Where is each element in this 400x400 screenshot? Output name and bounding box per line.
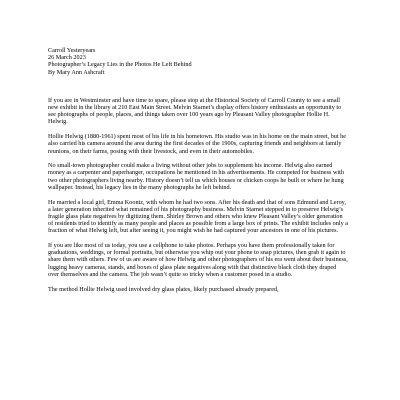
paragraph-cellphone-comparison: If you are like most of us today, you use a cellphone to take photos. Perhaps you have them professionally taken for graduations, weddings, or formal portraits, but otherwise you whip out your phone to snap pictures, then grab it again to share them with others. Few of us are aware of how Helwig and other photographers of his era went about their business, lugging heavy cameras, stands, and boxes of glass plate negatives along with that distinctive black cloth they draped over themselves and the camera. The job wasn’t quite so tricky when a customer posed in a studio. (48, 242, 348, 278)
article-title: Photographer’s Legacy Lies in the Photos He Left Behind (48, 61, 192, 69)
paragraph-family-legacy: He married a local girl, Emma Koontz, with whom he had two sons. After his death and that of sons Edmund and Leroy, a later generation inherited what remained of his photography business. Melvin Starnet stepped in to preserve Helwig’s fragile glass plate negatives by digitizing them. Shirley Brown and others who knew Pleasant Valley’s older generation of residents tried to identify as many people and places as possible from a large box of prints. The exhibit includes only a fraction of what Helwig left, but after seeing it, you might wish he had captured your ancestors in one of his pictures. (48, 198, 348, 235)
paragraph-spacer (48, 191, 348, 199)
header-spacer (48, 76, 348, 97)
article-byline: By Mary Ann Ashcraft (48, 68, 105, 76)
publication-name: Carroll Yesteryears (48, 47, 96, 54)
paragraph-spacer (48, 126, 348, 134)
paragraph-other-jobs: No small-town photographer could make a living without other jobs to supplement his income. Helwig also earned money as a carpenter and paperhanger, occupations he mentioned in his advertisements. He competed for business with two other photographers living nearby. History doesn’t tell us which houses or chicken coops he built or where he hung wallpaper. Instead, his legacy lies in the many photographs he left behind. (48, 162, 344, 191)
paragraph-helwig-bio: Hollie Helwig (1880-1961) spent most of his life in his hometown. His studio was in his home on the main street, but he also carried his camera around the area during the first decades of the 1900s, capturing friends and neighbors at family reunions, on their farms, posing with their livestock, and even in their automobiles. (48, 133, 346, 155)
paragraph-spacer (48, 278, 348, 286)
paragraph-glass-plate-method: The method Hollie Helwig used involved dry glass plates, likely purchased already prepared, (48, 285, 279, 293)
article-page (48, 47, 348, 293)
paragraph-spacer (48, 155, 348, 163)
paragraph-exhibit-intro: If you are in Westminster and have time to spare, please stop at the Historical Society of Carroll County to see a small new exhibit in the library at 210 East Main Street. Melvin Starnet’s display offers history enthusiasts an opportunity to see photographs of people, places, and things taken over 100 years ago by Pleasant Valley photographer Hollie H. Helwig. (48, 96, 342, 126)
paragraph-spacer (48, 235, 348, 243)
article-date: 26 March 2023 (48, 54, 86, 62)
